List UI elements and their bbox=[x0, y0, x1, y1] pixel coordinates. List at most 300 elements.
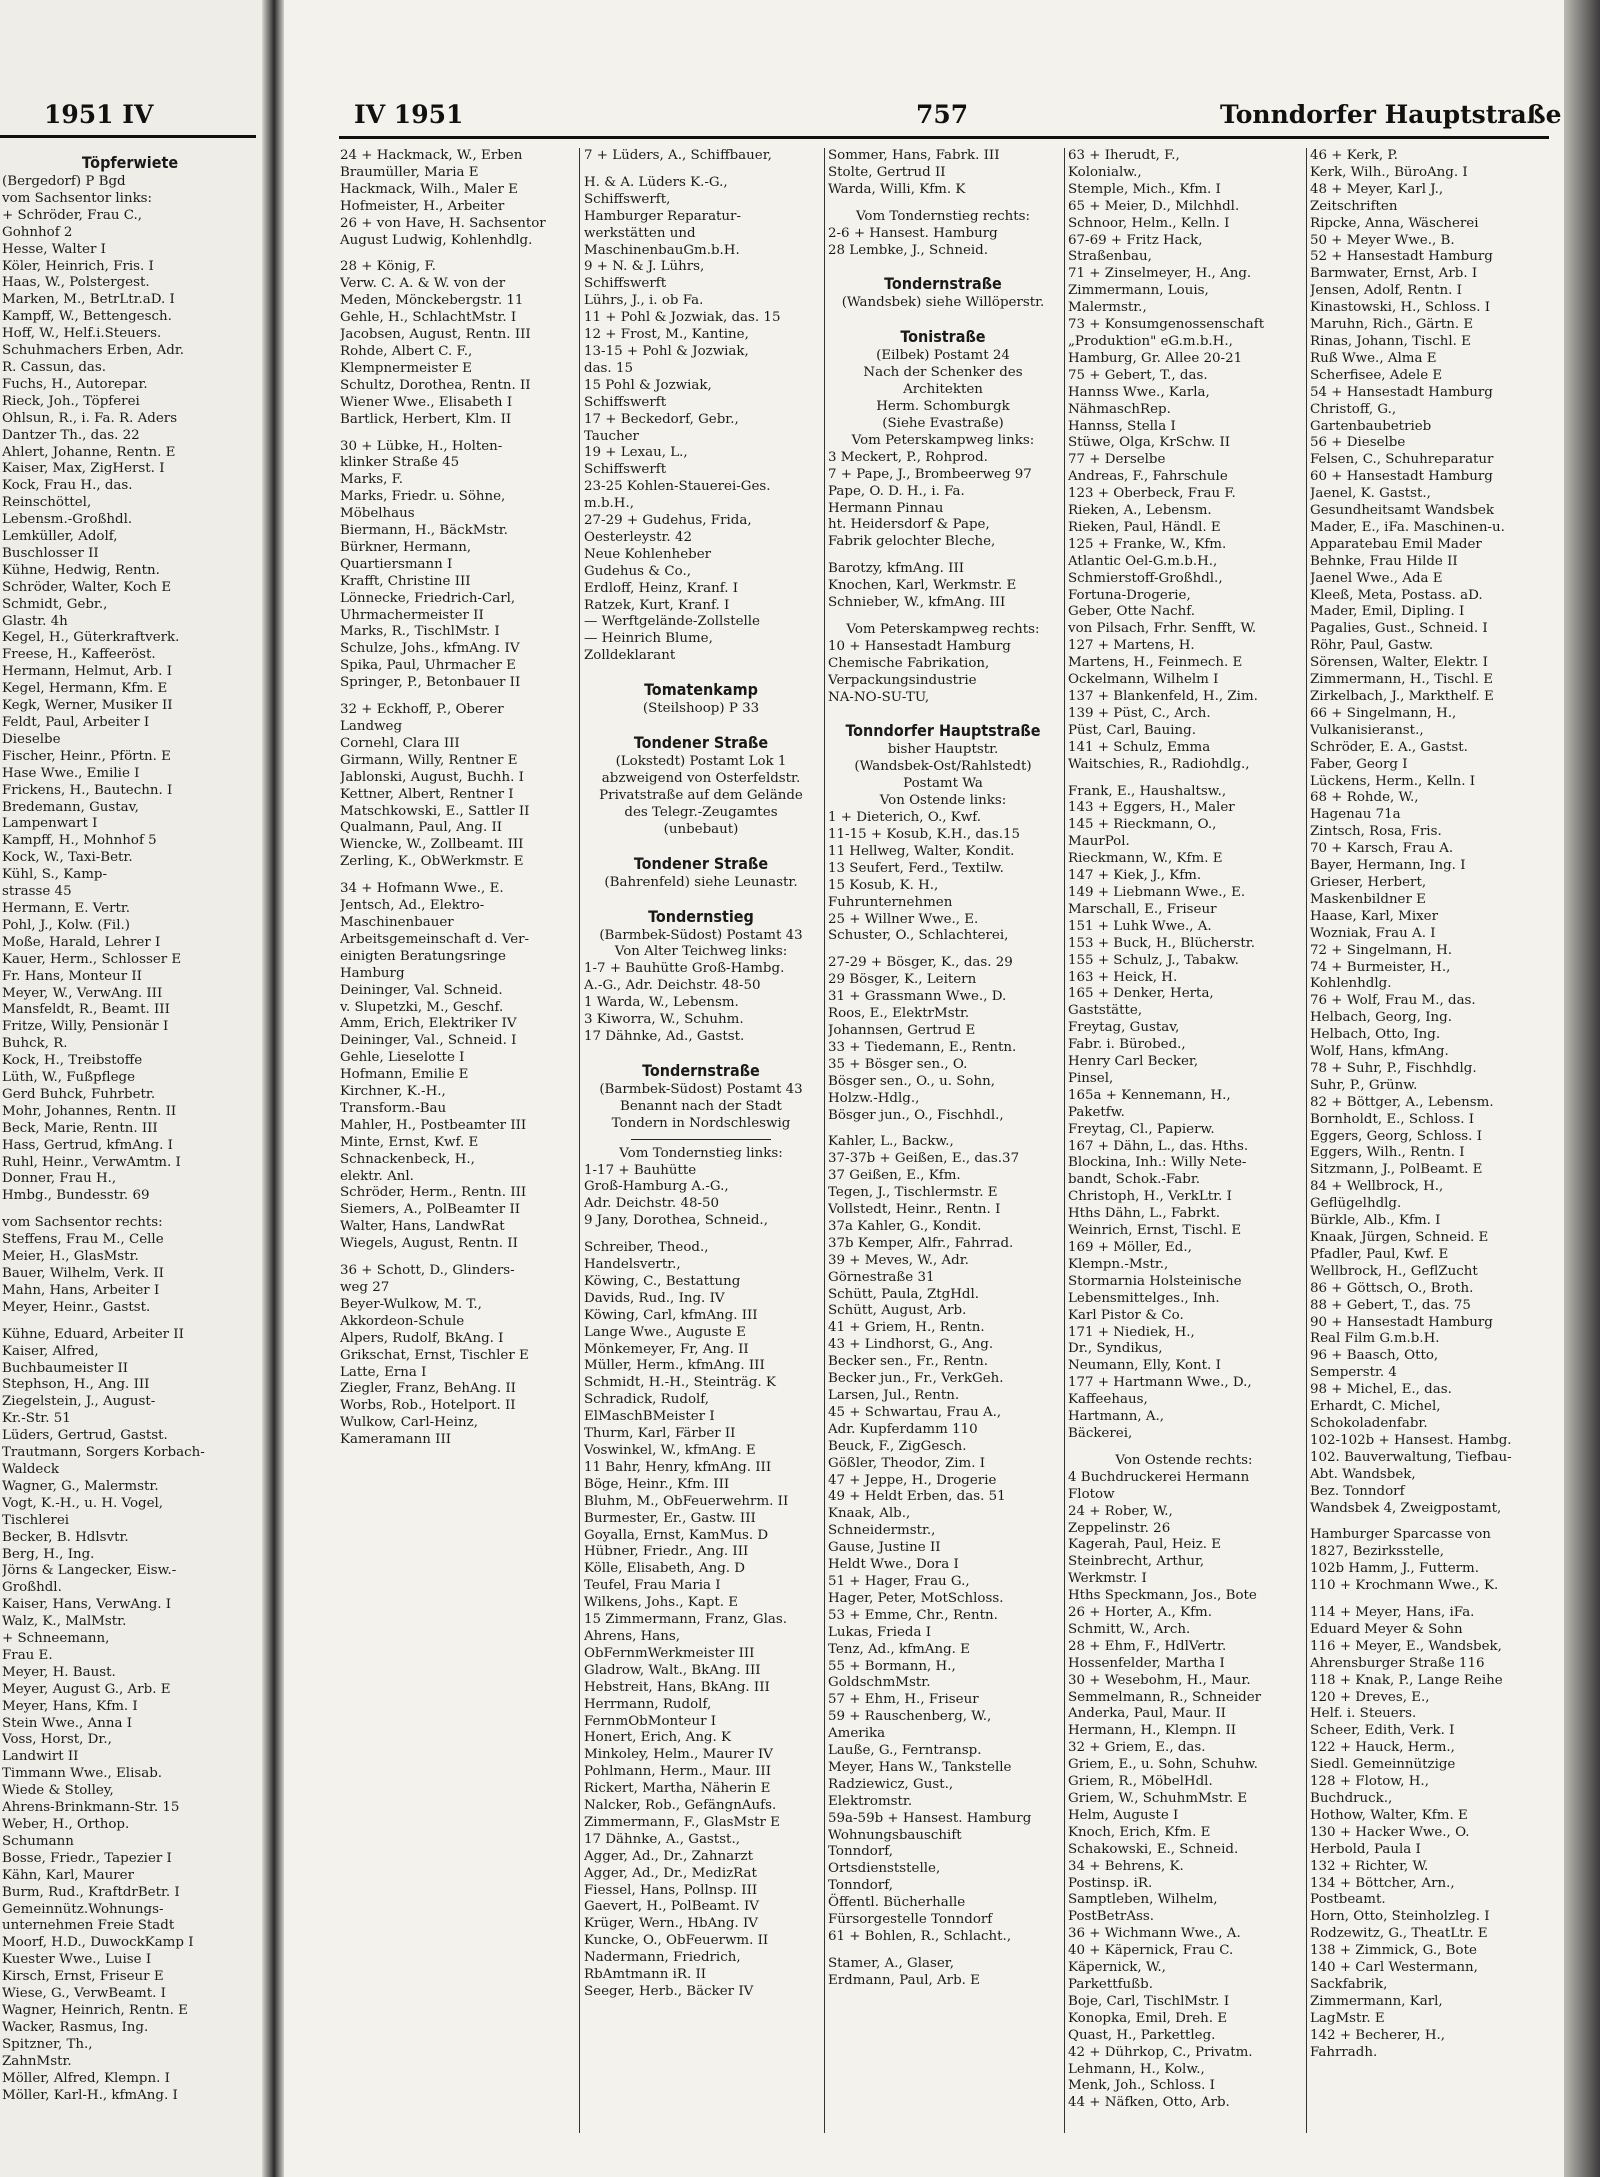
spacer bbox=[828, 199, 1058, 209]
street-note: (Eilbek) Postamt 24 bbox=[876, 348, 1010, 364]
spacer bbox=[584, 665, 818, 675]
directory-entry: Eduard Meyer & Sohn bbox=[1310, 1621, 1463, 1637]
directory-entry: Köler, Heinrich, Fris. I bbox=[2, 258, 154, 274]
directory-entry: Kirchner, K.-H., bbox=[340, 1084, 446, 1100]
directory-entry: Paketfw. bbox=[1068, 1104, 1125, 1120]
directory-entry: Kaiser, Hans, VerwAng. I bbox=[2, 1597, 172, 1613]
directory-entry: Hofmeister, H., Arbeiter bbox=[340, 198, 505, 214]
directory-entry: 31 + Grassmann Wwe., D. bbox=[828, 989, 1007, 1005]
directory-entry: 63 + Iherudt, F., bbox=[1068, 148, 1180, 163]
directory-entry: Bürkle, Alb., Kfm. I bbox=[1310, 1213, 1441, 1229]
directory-entry: Mönkemeyer, Fr, Ang. II bbox=[584, 1341, 749, 1357]
spacer bbox=[828, 1946, 1058, 1956]
directory-entry: Gehle, Lieselotte I bbox=[340, 1050, 465, 1066]
directory-entry: Hossenfelder, Martha I bbox=[1068, 1655, 1225, 1671]
street-note: Vom Tondernstieg links: bbox=[619, 1145, 783, 1161]
street-heading: Tondener Straße bbox=[633, 853, 769, 873]
street-heading: Tonndorfer Hauptstraße bbox=[845, 721, 1041, 741]
directory-entry: 65 + Meier, D., Milchhdl. bbox=[1068, 198, 1240, 214]
directory-entry: Becker jun., Fr., VerkGeh. bbox=[828, 1371, 1004, 1387]
directory-entry: Kock, Frau H., das. bbox=[2, 478, 133, 494]
directory-entry: 84 + Wellbrock, H., bbox=[1310, 1179, 1444, 1195]
directory-entry: Kahler, L., Backw., bbox=[828, 1134, 954, 1150]
street-heading: Tondernstraße bbox=[642, 1060, 760, 1080]
directory-entry: 41 + Griem, H., Rentn. bbox=[828, 1320, 985, 1336]
directory-entry: Jörns & Langecker, Eisw.- bbox=[2, 1563, 177, 1579]
directory-entry: 30 + Lübke, H., Holten- bbox=[340, 438, 503, 454]
directory-entry: Quast, H., Parkettleg. bbox=[1068, 2027, 1216, 2043]
directory-entry: Hths Dähn, L., Fabrkt. bbox=[1068, 1206, 1221, 1222]
directory-entry: 163 + Heick, H. bbox=[1068, 969, 1178, 985]
directory-entry: 11 + Pohl & Jozwiak, das. 15 bbox=[584, 310, 781, 326]
directory-entry: Wiencke, W., Zollbeamt. III bbox=[340, 837, 524, 853]
directory-entry: Beyer-Wulkow, M. T., bbox=[340, 1296, 482, 1312]
column-divider bbox=[824, 148, 825, 2133]
directory-entry: 37a Kahler, G., Kondit. bbox=[828, 1218, 982, 1234]
directory-entry: 1 Warda, W., Lebensm. bbox=[584, 995, 739, 1011]
directory-entry: Gößler, Theodor, Zim. I bbox=[828, 1455, 986, 1471]
directory-entry: Schröder, E. A., Gastst. bbox=[1310, 739, 1468, 755]
directory-entry: 9 + N. & J. Lührs, bbox=[584, 259, 705, 275]
directory-entry: Abt. Wandsbek, bbox=[1310, 1466, 1416, 1482]
directory-entry: Spitzner, Th., bbox=[2, 2036, 93, 2052]
directory-entry: 102-102b + Hansest. Hambg. bbox=[1310, 1432, 1512, 1448]
directory-entry: Mahn, Hans, Arbeiter I bbox=[2, 1282, 160, 1298]
directory-entry: Postbeamt. bbox=[1310, 1892, 1386, 1908]
directory-entry: Vulkanisieranst., bbox=[1310, 722, 1424, 738]
directory-entry: Rinas, Johann, Tischl. E bbox=[1310, 333, 1471, 349]
directory-entry: Schiffswerft bbox=[584, 462, 667, 478]
directory-entry: Radziewicz, Gust., bbox=[828, 1776, 954, 1792]
directory-entry: Atlantic Oel-G.m.b.H., bbox=[1068, 553, 1218, 569]
directory-entry: Feldt, Paul, Arbeiter I bbox=[2, 715, 150, 730]
directory-entry: 153 + Buck, H., Blücherstr. bbox=[1068, 935, 1255, 951]
directory-entry: Kölle, Elisabeth, Ang. D bbox=[584, 1561, 746, 1577]
spacer bbox=[340, 1253, 572, 1263]
directory-entry: Rieken, A., Lebensm. bbox=[1068, 503, 1212, 519]
directory-entry: Stephson, H., Ang. III bbox=[2, 1377, 150, 1393]
directory-entry: Pohlmann, Herm., Maur. III bbox=[584, 1764, 771, 1780]
directory-entry: Kleeß, Meta, Postass. aD. bbox=[1310, 587, 1483, 603]
directory-entry: 13-15 + Pohl & Jozwiak, bbox=[584, 343, 749, 359]
directory-entry: Warda, Willi, Kfm. K bbox=[828, 181, 966, 197]
directory-entry: Weber, H., Orthop. bbox=[2, 1817, 130, 1832]
spacer bbox=[828, 1124, 1058, 1134]
directory-entry: Fahrradh. bbox=[1310, 2044, 1378, 2060]
directory-entry: Helm, Auguste I bbox=[1068, 1807, 1179, 1823]
directory-entry: Latte, Erna I bbox=[340, 1364, 427, 1380]
directory-entry: 165a + Kennemann, H., bbox=[1068, 1087, 1231, 1103]
directory-entry: Knaak, Alb., bbox=[828, 1506, 911, 1522]
directory-entry: Stamer, A., Glaser, bbox=[828, 1955, 954, 1971]
street-note: Benannt nach der Stadt bbox=[620, 1098, 782, 1114]
directory-entry: Gladrow, Walt., BkAng. III bbox=[584, 1662, 761, 1678]
directory-entry: 17 Dähnke, A., Gastst., bbox=[584, 1831, 740, 1847]
directory-entry: Zeppelinstr. 26 bbox=[1068, 1520, 1171, 1536]
directory-entry: Martens, H., Feinmech. E bbox=[1068, 655, 1243, 671]
directory-entry: Lebensm.-Großhdl. bbox=[2, 512, 133, 528]
directory-entry: 15 Zimmermann, Franz, Glas. bbox=[584, 1612, 788, 1628]
directory-entry: Tegen, J., Tischlermstr. E bbox=[828, 1185, 998, 1201]
directory-entry: Rodzewitz, G., TheatLtr. E bbox=[1310, 1926, 1488, 1942]
street-note: Von Ostende rechts: bbox=[1115, 1452, 1253, 1468]
spacer bbox=[828, 945, 1058, 955]
directory-entry: Tischlerei bbox=[2, 1512, 70, 1528]
directory-entry: MaschinenbauGm.b.H. bbox=[584, 242, 740, 258]
directory-entry: Timmann Wwe., Elisab. bbox=[2, 1766, 163, 1782]
directory-entry: Fortuna-Drogerie, bbox=[1068, 587, 1191, 603]
directory-entry: Schnoor, Helm., Kelln. I bbox=[1068, 215, 1230, 231]
spacer bbox=[1310, 1517, 1550, 1527]
directory-entry: Braumüller, Maria E bbox=[340, 164, 479, 180]
directory-entry: Landwirt II bbox=[2, 1749, 79, 1765]
directory-entry: Stemple, Mich., Kfm. I bbox=[1068, 181, 1221, 197]
directory-entry: Grieser, Herbert, bbox=[1310, 874, 1427, 890]
directory-entry: werkstätten und bbox=[584, 225, 696, 241]
directory-entry: 53 + Emme, Chr., Rentn. bbox=[828, 1607, 998, 1623]
directory-entry: Ahlert, Johanne, Rentn. E bbox=[2, 444, 176, 460]
directory-entry: Hoff, W., Helf.i.Steuers. bbox=[2, 326, 162, 342]
directory-entry: Gemeinnütz.Wohnungs- bbox=[2, 1901, 164, 1917]
directory-entry: 78 + Suhr, P., Fischhdlg. bbox=[1310, 1060, 1477, 1076]
directory-entry: Straßenbau, bbox=[1068, 249, 1152, 265]
directory-entry: Trautmann, Sorgers Korbach- bbox=[2, 1445, 205, 1461]
street-note: (unbebaut) bbox=[663, 821, 739, 837]
directory-entry: Ahrensburger Straße 116 bbox=[1310, 1655, 1485, 1671]
directory-entry: ElMaschBMeister I bbox=[584, 1409, 715, 1425]
directory-entry: 23-25 Kohlen-Stauerei-Ges. bbox=[584, 479, 771, 495]
directory-entry: Ahrens-Brinkmann-Str. 15 bbox=[2, 1800, 180, 1816]
directory-entry: Siemers, A., PolBeamter II bbox=[340, 1202, 521, 1218]
directory-entry: Hannss, Stella I bbox=[1068, 418, 1176, 434]
directory-entry: Amm, Erich, Elektriker IV bbox=[340, 1016, 517, 1032]
directory-entry: 29 Bösger, K., Leitern bbox=[828, 972, 977, 988]
directory-entry: Kampff, W., Bettengesch. bbox=[2, 309, 172, 325]
directory-entry: 34 + Behrens, K. bbox=[1068, 1858, 1184, 1874]
directory-entry: Fabrik gelochter Bleche, bbox=[828, 534, 996, 550]
directory-entry: Ortsdienststelle, bbox=[828, 1861, 941, 1877]
directory-entry: 73 + Konsumgenossenschaft bbox=[1068, 317, 1265, 333]
directory-entry: 72 + Singelmann, H. bbox=[1310, 942, 1453, 958]
directory-entry: Larsen, Jul., Rentn. bbox=[828, 1388, 960, 1403]
spacer bbox=[584, 1046, 818, 1056]
directory-entry: Fuchs, H., Autorepar. bbox=[2, 376, 148, 392]
spacer bbox=[584, 718, 818, 728]
directory-entry: „Produktion" eG.m.b.H., bbox=[1068, 333, 1233, 349]
directory-entry: PostBetrAss. bbox=[1068, 1909, 1154, 1925]
spacer bbox=[340, 429, 572, 439]
directory-entry: Glastr. 4h bbox=[2, 613, 68, 629]
directory-entry: Amerika bbox=[828, 1726, 886, 1742]
directory-entry: Kinastowski, H., Schloss. I bbox=[1310, 300, 1491, 316]
directory-entry: Flotow bbox=[1068, 1486, 1115, 1502]
directory-entry: Pape, O. D. H., i. Fa. bbox=[828, 483, 965, 499]
street-note: Von Ostende links: bbox=[879, 793, 1007, 809]
directory-entry: vom Sachsentor rechts: bbox=[2, 1215, 163, 1231]
directory-entry: 28 Lembke, J., Schneid. bbox=[828, 242, 988, 258]
directory-entry: Marks, R., TischlMstr. I bbox=[340, 624, 500, 640]
directory-entry: Buchbaumeister II bbox=[2, 1360, 129, 1376]
directory-entry: Verw. C. A. & W. von der bbox=[340, 276, 506, 292]
directory-entry: 142 + Becherer, H., bbox=[1310, 2027, 1446, 2043]
directory-entry: GoldschmMstr. bbox=[828, 1675, 931, 1691]
directory-entry: Kähn, Karl, Maurer bbox=[2, 1867, 134, 1883]
directory-entry: Neue Kohlenheber bbox=[584, 546, 712, 562]
directory-entry: Bayer, Hermann, Ing. I bbox=[1310, 858, 1466, 874]
directory-entry: Kagerah, Paul, Heiz. E bbox=[1068, 1537, 1222, 1553]
directory-entry: Böge, Heinr., Kfm. III bbox=[584, 1476, 730, 1492]
directory-entry: Knochen, Karl, Werkmstr. E bbox=[828, 578, 1017, 594]
directory-entry: weg 27 bbox=[340, 1280, 390, 1295]
directory-entry: Waldeck bbox=[2, 1461, 59, 1477]
directory-entry: Walz, K., MalMstr. bbox=[2, 1614, 127, 1630]
directory-entry: Becker sen., Fr., Rentn. bbox=[828, 1354, 989, 1370]
directory-entry: Kaiser, Alfred, bbox=[2, 1343, 99, 1359]
directory-entry: Zimmermann, Louis, bbox=[1068, 283, 1209, 299]
directory-entry: Schmidt, Gebr., bbox=[2, 596, 108, 612]
left-page-column bbox=[2, 148, 258, 2133]
directory-entry: Wilkens, Johs., Kapt. E bbox=[584, 1595, 739, 1611]
directory-entry: Mader, Emil, Dipling. I bbox=[1310, 604, 1465, 620]
directory-entry: 27-29 + Gudehus, Frida, bbox=[584, 513, 752, 529]
street-note: abzweigend von Osterfeldstr. bbox=[601, 771, 801, 786]
right-page-header-year: IV 1951 bbox=[354, 100, 464, 129]
directory-entry: Ziegelstein, J., August- bbox=[2, 1394, 156, 1410]
directory-entry: 143 + Eggers, H., Maler bbox=[1068, 800, 1235, 816]
directory-entry: NähmaschRep. bbox=[1068, 401, 1171, 417]
directory-entry: 42 + Dührkop, C., Privatm. bbox=[1068, 2044, 1253, 2060]
directory-entry: Christoff, G., bbox=[1310, 401, 1397, 417]
directory-entry: Haase, Karl, Mixer bbox=[1310, 908, 1439, 924]
directory-entry: + Schröder, Frau C., bbox=[2, 207, 143, 223]
directory-entry: Hass, Gertrud, kfmAng. I bbox=[2, 1137, 173, 1153]
directory-entry: 145 + Rieckmann, O., bbox=[1068, 817, 1217, 833]
directory-entry: Köwing, Carl, kfmAng. III bbox=[584, 1307, 758, 1323]
spacer bbox=[340, 692, 572, 702]
directory-entry: Gaststätte, bbox=[1068, 1003, 1143, 1019]
directory-entry: 17 Dähnke, Ad., Gastst. bbox=[584, 1028, 745, 1044]
directory-entry: 116 + Meyer, E., Wandsbek, bbox=[1310, 1638, 1502, 1654]
directory-entry: Kampff, H., Mohnhof 5 bbox=[2, 833, 157, 849]
directory-entry: FernmObMonteur I bbox=[584, 1713, 717, 1729]
directory-entry: Hase Wwe., Emilie I bbox=[2, 765, 140, 781]
street-heading: Tonistraße bbox=[900, 327, 986, 347]
directory-entry: Püst, Carl, Bauing. bbox=[1068, 722, 1197, 738]
directory-entry: ht. Heidersdorf & Pape, bbox=[828, 517, 990, 533]
directory-entry: Rohde, Albert C. F., bbox=[340, 343, 473, 359]
street-heading: Tondener Straße bbox=[633, 733, 769, 753]
directory-entry: Bluhm, M., ObFeuerwehrm. II bbox=[584, 1493, 789, 1509]
directory-entry: Barmwater, Ernst, Arb. I bbox=[1310, 266, 1478, 282]
directory-entry: Möller, Alfred, Klempn. I bbox=[2, 2070, 170, 2086]
directory-entry: Scherfisee, Adele E bbox=[1310, 367, 1443, 383]
spacer bbox=[2, 1317, 258, 1327]
directory-entry: Marschall, E., Friseur bbox=[1068, 901, 1217, 917]
directory-entry: Pohl, J., Kolw. (Fil.) bbox=[2, 917, 130, 933]
street-note: (Siehe Evastraße) bbox=[882, 415, 1004, 431]
directory-entry: 138 + Zimmick, G., Bote bbox=[1310, 1943, 1477, 1959]
directory-entry: Freese, H., Kaffeeröst. bbox=[2, 647, 156, 663]
directory-entry: 1 + Dieterich, O., Kwf. bbox=[828, 810, 981, 826]
directory-entry: Real Film G.m.b.H. bbox=[1310, 1331, 1440, 1347]
directory-entry: Hths Speckmann, Jos., Bote bbox=[1068, 1588, 1257, 1604]
directory-entry: 140 + Carl Westermann, bbox=[1310, 1960, 1478, 1976]
separator-rule bbox=[631, 1139, 771, 1140]
directory-entry: Buhck, R. bbox=[2, 1036, 68, 1052]
directory-entry: Meyer, Heinr., Gastst. bbox=[2, 1299, 151, 1315]
directory-entry: Wagner, G., Malermstr. bbox=[2, 1478, 159, 1494]
directory-entry: Apparatebau Emil Mader bbox=[1310, 536, 1482, 552]
directory-entry: 3 Meckert, P., Rohprod. bbox=[828, 449, 988, 465]
directory-entry: 36 + Wichmann Wwe., A. bbox=[1068, 1926, 1241, 1942]
left-page bbox=[0, 0, 262, 2177]
directory-entry: Mahler, H., Postbeamter III bbox=[340, 1117, 527, 1133]
spacer bbox=[584, 165, 818, 175]
directory-entry: Gesundheitsamt Wandsbek bbox=[1310, 503, 1494, 519]
directory-entry: LagMstr. E bbox=[1310, 2010, 1385, 2026]
directory-entry: Marks, F. bbox=[340, 472, 404, 488]
directory-entry: Bosse, Friedr., Tapezier I bbox=[2, 1850, 172, 1866]
directory-entry: 1827, Bezirksstelle, bbox=[1310, 1544, 1445, 1560]
directory-entry: Gartenbaubetrieb bbox=[1310, 418, 1432, 434]
directory-entry: Davids, Rud., Ing. IV bbox=[584, 1290, 725, 1306]
directory-entry: Lönnecke, Friedrich-Carl, bbox=[340, 590, 516, 606]
directory-entry: Wiener Wwe., Elisabeth I bbox=[340, 394, 513, 410]
directory-entry: 88 + Gebert, T., das. 75 bbox=[1310, 1297, 1471, 1313]
directory-entry: 33 + Tiedemann, E., Rentn. bbox=[828, 1039, 1017, 1055]
directory-entry: Herrmann, Rudolf, bbox=[584, 1696, 712, 1712]
directory-entry: 132 + Richter, W. bbox=[1310, 1858, 1429, 1874]
directory-entry: Geber, Otte Nachf. bbox=[1068, 604, 1196, 620]
directory-entry: 52 + Hansestadt Hamburg bbox=[1310, 249, 1493, 265]
directory-entry: Maschinenbauer bbox=[340, 914, 454, 930]
directory-entry: Kameramann III bbox=[340, 1432, 452, 1448]
directory-entry: 71 + Zinselmeyer, H., Ang. bbox=[1068, 266, 1252, 282]
directory-entry: Schiffswerft bbox=[584, 394, 667, 410]
directory-entry: 1-17 + Bauhütte bbox=[584, 1162, 697, 1178]
directory-entry: Lange Wwe., Auguste E bbox=[584, 1324, 746, 1340]
directory-entry: 70 + Karsch, Frau A. bbox=[1310, 841, 1454, 857]
directory-entry: Fabr. i. Bürobed., bbox=[1068, 1037, 1186, 1053]
directory-entry: Bäckerei, bbox=[1068, 1425, 1133, 1441]
directory-column-4 bbox=[1068, 148, 1300, 2133]
directory-entry: Öffentl. Bücherhalle bbox=[828, 1895, 966, 1911]
directory-entry: (Bergedorf) P Bgd bbox=[2, 174, 126, 189]
directory-entry: 155 + Schulz, J., Tabakw. bbox=[1068, 952, 1239, 968]
directory-entry: Gause, Justine II bbox=[828, 1540, 941, 1556]
directory-entry: Fritze, Willy, Pensionär I bbox=[2, 1019, 169, 1035]
directory-entry: Parkettfußb. bbox=[1068, 1976, 1153, 1992]
directory-entry: Lukas, Frieda I bbox=[828, 1624, 931, 1640]
directory-entry: Minte, Ernst, Kwf. E bbox=[340, 1134, 479, 1150]
directory-entry: Klempnermeister E bbox=[340, 360, 472, 376]
directory-entry: Voss, Horst, Dr., bbox=[2, 1732, 112, 1748]
directory-entry: 167 + Dähn, L., das. Hths. bbox=[1068, 1138, 1249, 1154]
directory-entry: Wolf, Hans, kfmAng. bbox=[1310, 1044, 1449, 1060]
directory-entry: 59a-59b + Hansest. Hamburg bbox=[828, 1810, 1032, 1826]
directory-entry: Goyalla, Ernst, KamMus. D bbox=[584, 1527, 769, 1543]
directory-entry: Helf. i. Steuers. bbox=[1310, 1706, 1417, 1722]
directory-entry: Meier, H., GlasMstr. bbox=[2, 1249, 139, 1265]
street-note: (Barmbek-Südost) Postamt 43 bbox=[599, 927, 803, 943]
directory-entry: Steffens, Frau M., Celle bbox=[2, 1232, 164, 1248]
directory-entry: Buschlosser II bbox=[2, 545, 99, 561]
directory-entry: Spika, Paul, Uhrmacher E bbox=[340, 658, 516, 674]
directory-entry: Griem, E., u. Sohn, Schuhw. bbox=[1068, 1757, 1258, 1773]
directory-entry: Zimmermann, Karl, bbox=[1310, 1993, 1443, 2009]
directory-entry: Dr., Syndikus, bbox=[1068, 1341, 1163, 1357]
street-note: Vom Tondernstieg rechts: bbox=[855, 208, 1031, 224]
directory-entry: Geflügelhdlg. bbox=[1310, 1196, 1402, 1212]
street-heading: Töpferwiete bbox=[81, 153, 179, 172]
directory-entry: 11-15 + Kosub, K.H., das.15 bbox=[828, 827, 1021, 842]
directory-entry: Kerk, Wilh., BüroAng. I bbox=[1310, 164, 1468, 180]
directory-entry: Roos, E., ElektrMstr. bbox=[828, 1006, 970, 1022]
directory-entry: Deininger, Val. Schneid. bbox=[340, 982, 503, 998]
directory-entry: Schiffswerft, bbox=[584, 191, 671, 207]
directory-entry: 60 + Hansestadt Hamburg bbox=[1310, 469, 1493, 485]
directory-entry: 34 + Hofmann Wwe., E. bbox=[340, 881, 504, 897]
directory-entry: Kr.-Str. 51 bbox=[2, 1411, 71, 1427]
directory-entry: Wulkow, Carl-Heinz, bbox=[340, 1415, 478, 1431]
directory-entry: Beuck, F., ZigGesch. bbox=[828, 1438, 967, 1454]
directory-entry: 2-6 + Hansest. Hamburg bbox=[828, 225, 998, 241]
directory-entry: 130 + Hacker Wwe., O. bbox=[1310, 1824, 1470, 1840]
directory-entry: Kühne, Hedwig, Rentn. bbox=[2, 562, 160, 578]
spacer bbox=[828, 312, 1058, 322]
directory-entry: Helbach, Otto, Ing. bbox=[1310, 1027, 1441, 1043]
directory-entry: Ripcke, Anna, Wäscherei bbox=[1310, 215, 1479, 231]
directory-entry: Kaiser, Max, ZigHerst. I bbox=[2, 461, 165, 477]
street-note: bisher Hauptstr. bbox=[887, 742, 999, 758]
directory-entry: Lehmann, H., Kolw., bbox=[1068, 2061, 1205, 2077]
directory-column-2 bbox=[584, 148, 818, 2133]
directory-entry: klinker Straße 45 bbox=[340, 455, 460, 471]
directory-entry: das. 15 bbox=[584, 360, 633, 376]
directory-entry: Deininger, Val., Schneid. I bbox=[340, 1033, 517, 1049]
directory-entry: Scheer, Edith, Verk. I bbox=[1310, 1723, 1455, 1739]
directory-entry: 46 + Kerk, P. bbox=[1310, 148, 1398, 163]
directory-entry: 77 + Derselbe bbox=[1068, 452, 1166, 468]
directory-entry: ZahnMstr. bbox=[2, 2053, 72, 2069]
directory-entry: Jentsch, Ad., Elektro- bbox=[340, 898, 485, 914]
directory-entry: Schumann bbox=[2, 1833, 74, 1849]
directory-column-3 bbox=[828, 148, 1058, 2133]
directory-entry: Stüwe, Olga, KrSchw. II bbox=[1068, 435, 1231, 451]
directory-entry: Schultz, Dorothea, Rentn. II bbox=[340, 377, 531, 393]
directory-entry: 61 + Bohlen, R., Schlacht., bbox=[828, 1929, 1012, 1944]
directory-entry: Wohnungsbauschift bbox=[828, 1827, 962, 1843]
directory-entry: Bauer, Wilhelm, Verk. II bbox=[2, 1266, 164, 1281]
directory-entry: Lampenwart I bbox=[2, 816, 98, 832]
directory-entry: Wozniak, Frau A. I bbox=[1310, 925, 1436, 941]
directory-entry: m.b.H., bbox=[584, 496, 634, 512]
directory-entry: Erdloff, Heinz, Kranf. I bbox=[584, 580, 739, 596]
directory-entry: Schütt, Paula, ZtgHdl. bbox=[828, 1286, 980, 1302]
directory-entry: R. Cassun, das. bbox=[2, 359, 107, 375]
directory-entry: 128 + Flotow, H., bbox=[1310, 1774, 1429, 1790]
directory-entry: Bredemann, Gustav, bbox=[2, 799, 139, 815]
directory-entry: Marks, Friedr. u. Söhne, bbox=[340, 489, 506, 505]
directory-entry: Verpackungsindustrie bbox=[828, 672, 977, 688]
spacer bbox=[1068, 774, 1300, 784]
directory-entry: Ruß Wwe., Alma E bbox=[1310, 350, 1437, 366]
directory-entry: Pfadler, Paul, Kwf. E bbox=[1310, 1246, 1449, 1262]
street-note: Von Alter Teichweg links: bbox=[614, 944, 788, 960]
directory-entry: Teufel, Frau Maria I bbox=[584, 1578, 721, 1594]
directory-entry: Alpers, Rudolf, BkAng. I bbox=[340, 1330, 504, 1346]
directory-entry: Kolonialw., bbox=[1068, 164, 1142, 180]
